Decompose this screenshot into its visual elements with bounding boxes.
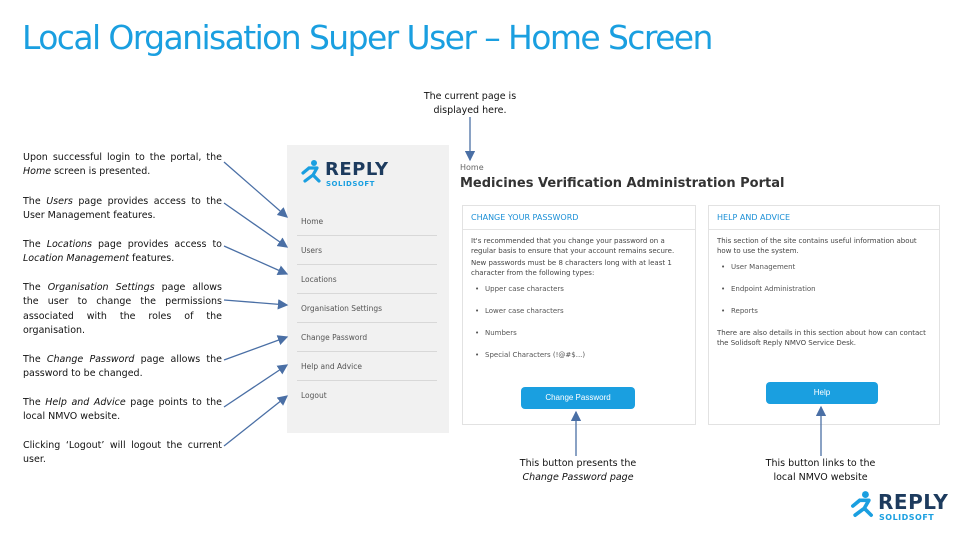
desc-locations: The Locations page provides access to Location Management features. xyxy=(23,239,222,265)
desc-home: Upon successful login to the portal, the Home screen is presented. xyxy=(23,152,222,178)
list-item: • Special Characters (!@#$...) xyxy=(471,350,687,372)
desc-users: The Users page provides access to the User Management features. xyxy=(23,196,222,222)
card-text: New passwords must be 8 characters long with at least 1 character from the following types: xyxy=(471,259,672,277)
help-button[interactable]: Help xyxy=(766,382,878,404)
page-title: Medicines Verification Administration Portal xyxy=(460,176,785,191)
card-text: There are also details in this section about how can contact the Solidsoft Reply NMVO Service Desk. xyxy=(717,329,926,347)
list-item: • Lower case characters xyxy=(471,306,687,328)
list-item: • Numbers xyxy=(471,328,687,350)
nav-item-users[interactable]: Users xyxy=(297,236,437,265)
desc-organisation-settings: The Organisation Settings page allows the user to change the permissions associated with the roles of the organisation. xyxy=(23,282,222,337)
logo-subtitle: SOLIDSOFT xyxy=(879,513,935,522)
breadcrumb[interactable]: Home xyxy=(460,163,484,172)
desc-logout: Clicking ‘Logout’ will logout the current user. xyxy=(23,440,222,466)
arrow-home xyxy=(224,162,287,217)
nav-item-change-password[interactable]: Change Password xyxy=(297,323,437,352)
arrow-logout xyxy=(224,396,287,446)
desc-help-advice: The Help and Advice page points to the local NMVO website. xyxy=(23,397,222,423)
card-heading: CHANGE YOUR PASSWORD xyxy=(463,206,695,230)
slide-title: Local Organisation Super User – Home Screen xyxy=(22,18,712,57)
card-heading: HELP AND ADVICE xyxy=(709,206,939,230)
nav-item-locations[interactable]: Locations xyxy=(297,265,437,294)
nav-item-home[interactable]: Home xyxy=(297,207,437,236)
arrow-help-advice xyxy=(224,365,287,407)
change-password-button[interactable]: Change Password xyxy=(521,387,635,409)
list-item: • Reports xyxy=(717,306,931,328)
arrow-locations xyxy=(224,246,287,274)
nav-item-help-advice[interactable]: Help and Advice xyxy=(297,352,437,381)
list-item: • Upper case characters xyxy=(471,284,687,306)
callout-help: This button links to the local NMVO website xyxy=(765,458,876,483)
card-text: It's recommended that you change your password on a regular basis to ensure that your account remains secure. xyxy=(471,237,675,255)
nav-item-organisation-settings[interactable]: Organisation Settings xyxy=(297,294,437,323)
nav-item-logout[interactable]: Logout xyxy=(301,391,327,400)
logo-wordmark: REPLY xyxy=(325,159,389,180)
list-item: • Endpoint Administration xyxy=(717,284,931,306)
logo-wordmark: REPLY xyxy=(878,490,949,514)
desc-change-password: The Change Password page allows the password to be changed. xyxy=(23,354,222,380)
arrow-change-password xyxy=(224,337,287,360)
list-item: • User Management xyxy=(717,262,931,284)
logo-subtitle: SOLIDSOFT xyxy=(326,180,375,188)
arrow-organisation-settings xyxy=(224,300,287,305)
callout-change-password: This button presents the Change Password page xyxy=(519,458,637,483)
card-text: This section of the site contains useful information about how to use the system. xyxy=(717,237,917,255)
callout-current-page: The current page is displayed here. xyxy=(423,91,517,116)
